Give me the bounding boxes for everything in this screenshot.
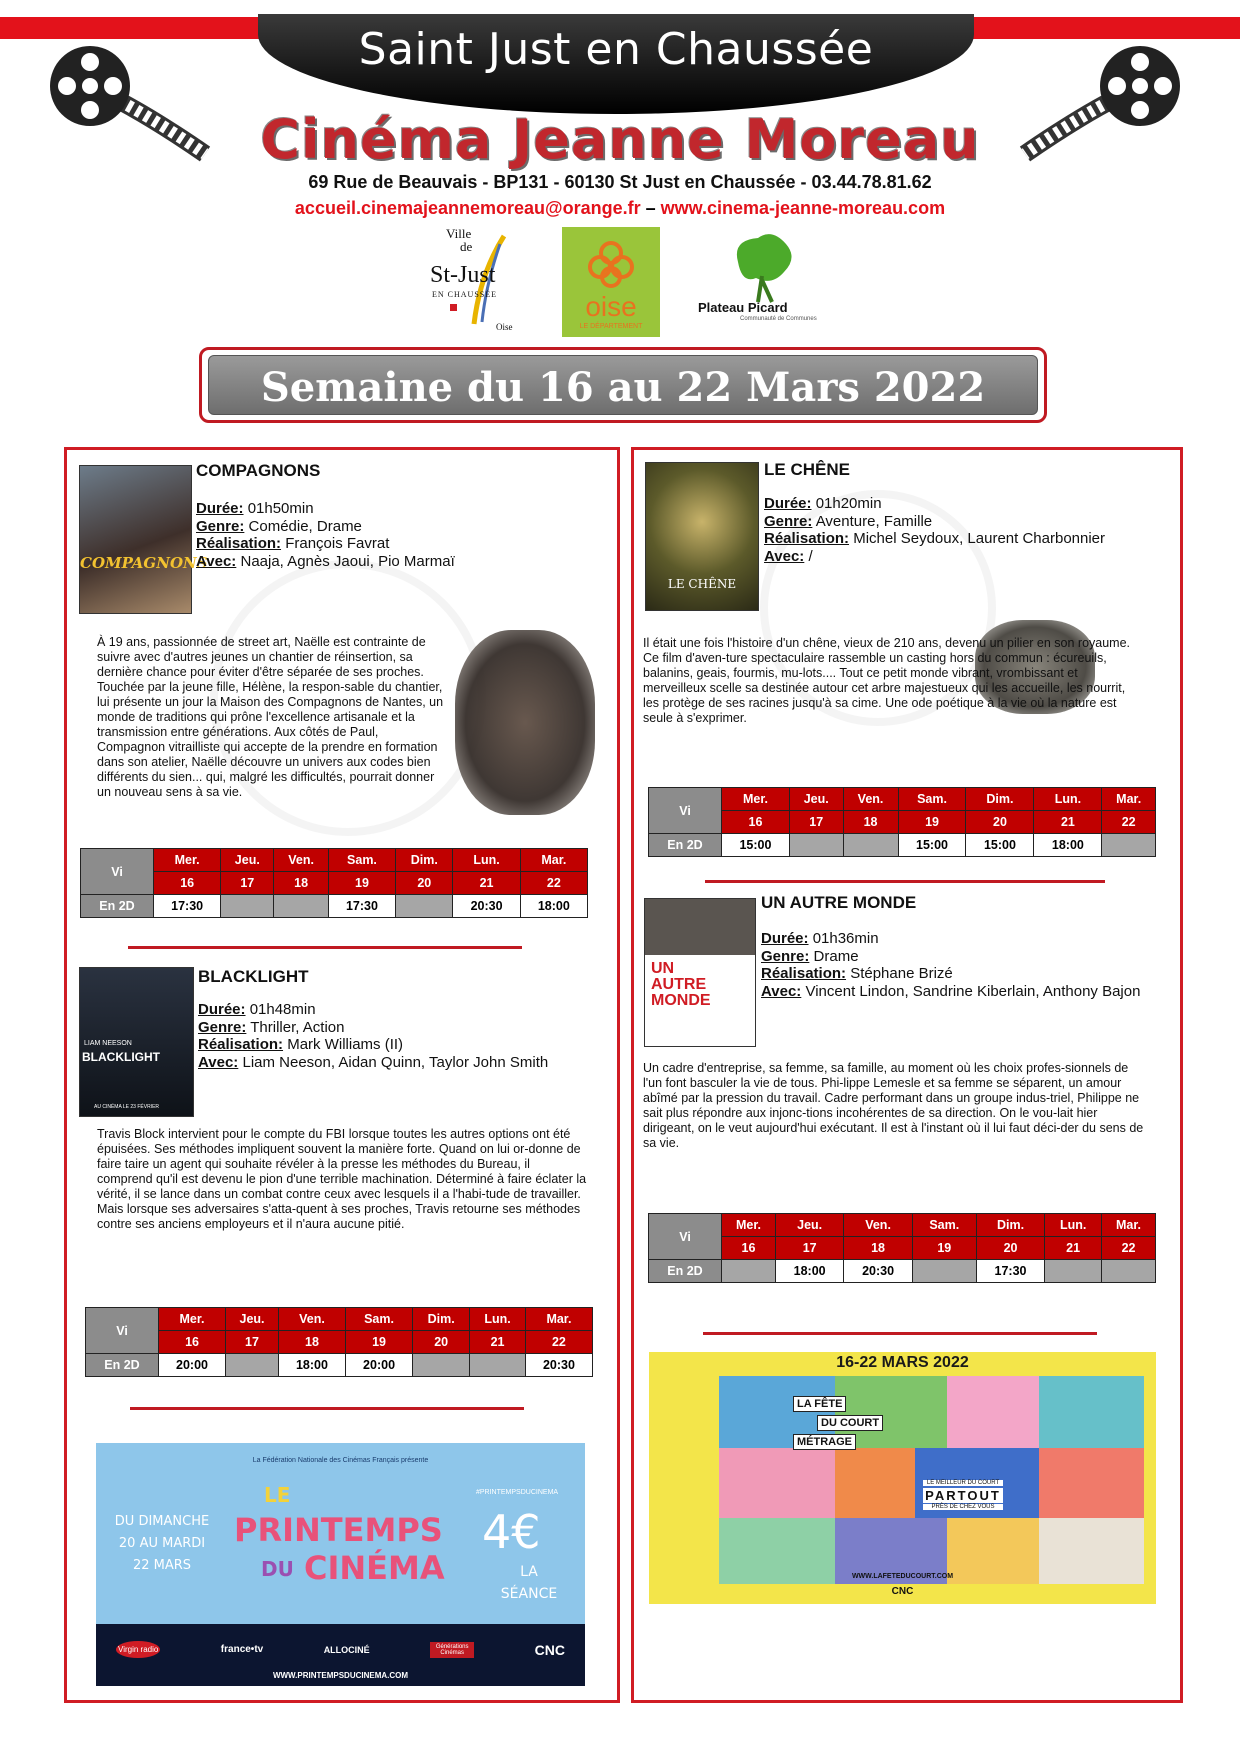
schedule-day-number: 20 <box>413 1331 470 1354</box>
empty-showtime-cell <box>396 895 453 918</box>
schedule-day-number: 17 <box>775 1237 843 1260</box>
fete-tile-5 <box>719 1448 835 1518</box>
schedule-day-name: Mar. <box>1102 788 1156 811</box>
lechene-synopsis: Il était une fois l'histoire d'un chêne, vieux de 210 ans, devenu un pilier en son royaume. Ce film d'aven-ture spectaculaire rassemble un casting hors du commun : écureuils, balanins, geais, fourmis, mu-lots.... Tout ce petit monde vibrant, vrombissant et merveilleux scelle sa destinée autour cet arbre majestueux qui les accueille, les nourrit, les protège de ses racines jusqu'à sa cime. Une ode poétique à la vie où la nature est seule à s'exprimer. <box>643 636 1131 725</box>
cinema-name: Cinéma Jeanne Moreau <box>260 108 980 171</box>
schedule-day-name: Lun. <box>453 849 520 872</box>
schedule-day-name: Ven. <box>844 1214 912 1237</box>
compagnons-genre: Comédie, Drame <box>248 517 362 535</box>
avec-label: Avec: <box>764 547 805 565</box>
empty-showtime-cell <box>1102 1260 1156 1283</box>
showtime-cell[interactable]: 18:00 <box>278 1354 345 1377</box>
lechene-avec: / <box>808 547 813 565</box>
blacklight-duree: 01h48min <box>249 1001 316 1018</box>
real-label: Réalisation: <box>198 1036 284 1053</box>
empty-showtime-cell <box>226 1354 279 1377</box>
schedule-day-number: 19 <box>346 1331 413 1354</box>
schedule-day-number: 20 <box>396 872 453 895</box>
genre-label: Genre: <box>761 947 810 965</box>
blacklight-poster-date: AU CINÉMA LE 23 FÉVRIER <box>94 1104 160 1110</box>
schedule-2d-label: En 2D <box>86 1354 159 1377</box>
lechene-genre-row <box>764 513 1169 531</box>
avec-label: Avec: <box>761 982 802 1000</box>
avec-label: Avec: <box>196 552 237 570</box>
fete-court-banner <box>649 1352 1156 1604</box>
schedule-day-row <box>649 788 1156 811</box>
schedule-day-name: Ven. <box>843 788 898 811</box>
compagnons-title: COMPAGNONS <box>196 461 321 480</box>
schedule-time-row <box>86 1354 593 1377</box>
empty-showtime-cell <box>413 1354 470 1377</box>
schedule-day-name: Ven. <box>278 1308 345 1331</box>
lechene-poster <box>645 462 759 611</box>
duree-label: Durée: <box>196 500 244 517</box>
schedule-day-number: 20 <box>976 1237 1044 1260</box>
schedule-day-name: Dim. <box>966 788 1034 811</box>
blacklight-title: BLACKLIGHT <box>198 967 309 986</box>
genre-label: Genre: <box>764 512 813 530</box>
stjust-logo-name: St-Just <box>430 262 496 288</box>
empty-showtime-cell <box>722 1260 776 1283</box>
printemps-hashtag: #PRINTEMPSDUCINEMA <box>476 1489 559 1496</box>
unautremonde-genre-row <box>761 948 1171 966</box>
schedule-day-number: 22 <box>1102 1237 1156 1260</box>
schedule-day-number: 19 <box>912 1237 976 1260</box>
compagnons-schedule <box>80 848 588 918</box>
empty-showtime-cell <box>274 895 329 918</box>
lechene-genre: Aventure, Famille <box>815 512 933 530</box>
oise-logo-sub: LE DÉPARTEMENT <box>579 323 643 330</box>
fete-tile-4 <box>1039 1376 1144 1448</box>
schedule-day-row <box>86 1308 593 1331</box>
sponsor-allocine: ALLOCINÉ <box>323 1644 370 1655</box>
compagnons-avec-row <box>196 553 606 571</box>
schedule-day-name: Mar. <box>1102 1214 1156 1237</box>
town-title: Saint Just en Chaussée <box>358 24 874 75</box>
lechene-schedule <box>648 787 1156 857</box>
compagnons-duree-row <box>196 500 606 518</box>
unautremonde-duree: 01h36min <box>812 930 879 947</box>
duree-label: Durée: <box>764 495 812 512</box>
schedule-date-row <box>81 872 588 895</box>
showtime-cell[interactable]: 20:30 <box>453 895 520 918</box>
blacklight-info <box>198 1001 608 1071</box>
schedule-day-number: 18 <box>274 872 329 895</box>
printemps-title1: PRINTEMPS <box>234 1511 443 1549</box>
unautremonde-real: Stéphane Brizé <box>850 965 953 982</box>
sponsor-virgin: Virgin radio <box>116 1641 160 1658</box>
plateau-logo-name: Plateau Picard <box>698 300 788 315</box>
schedule-day-number: 17 <box>226 1331 279 1354</box>
compagnons-duree: 01h50min <box>247 500 314 517</box>
blacklight-real: Mark Williams (II) <box>287 1036 404 1053</box>
empty-showtime-cell <box>789 834 843 857</box>
divider-left-2 <box>130 1407 524 1410</box>
schedule-day-number: 22 <box>1102 811 1156 834</box>
divider-right-2 <box>703 1332 1097 1335</box>
schedule-day-name: Lun. <box>1034 788 1102 811</box>
empty-showtime-cell <box>843 834 898 857</box>
schedule-day-number: 21 <box>453 872 520 895</box>
schedule-2d-label: En 2D <box>81 895 154 918</box>
schedule-2d-label: En 2D <box>649 1260 722 1283</box>
showtime-cell[interactable]: 15:00 <box>966 834 1034 857</box>
printemps-url: WWW.PRINTEMPSDUCINEMA.COM <box>272 1671 409 1680</box>
genre-label: Genre: <box>196 517 245 535</box>
schedule-date-row <box>649 811 1156 834</box>
schedule-time-row <box>81 895 588 918</box>
website-link[interactable]: www.cinema-jeanne-moreau.com <box>660 198 946 218</box>
empty-showtime-cell <box>470 1354 526 1377</box>
lechene-real: Michel Seydoux, Laurent Charbonnier <box>853 530 1106 547</box>
fete-cnc: CNC <box>891 1586 914 1597</box>
schedule-day-name: Mer. <box>159 1308 226 1331</box>
blacklight-schedule <box>85 1307 593 1377</box>
compagnons-poster <box>79 465 208 614</box>
fete-dates: 16-22 MARS 2022 <box>836 1354 969 1371</box>
week-title: Semaine du 16 au 22 Mars 2022 <box>260 364 986 411</box>
schedule-day-name: Mar. <box>525 1308 592 1331</box>
fete-tile-3 <box>947 1376 1039 1448</box>
fete-tile-6 <box>835 1448 915 1518</box>
schedule-day-number: 16 <box>154 872 221 895</box>
printemps-price-unit: LA SÉANCE <box>500 1564 558 1602</box>
stjust-logo-dept: Oise <box>496 322 513 332</box>
schedule-time-row <box>649 834 1156 857</box>
showtime-cell[interactable]: 15:00 <box>898 834 966 857</box>
oise-logo <box>562 227 660 337</box>
schedule-day-name: Sam. <box>346 1308 413 1331</box>
week-banner <box>199 347 1047 423</box>
schedule-day-number: 18 <box>843 811 898 834</box>
lechene-real-row <box>764 530 1169 548</box>
sponsor-francetv: france•tv <box>220 1644 264 1655</box>
schedule-day-number: 18 <box>844 1237 912 1260</box>
schedule-date-row <box>86 1331 593 1354</box>
schedule-day-number: 16 <box>722 811 790 834</box>
unautremonde-avec: Vincent Lindon, Sandrine Kiberlain, Anthony Bajon <box>805 982 1141 1000</box>
schedule-day-name: Sam. <box>912 1214 976 1237</box>
schedule-date-row <box>649 1237 1156 1260</box>
empty-showtime-cell <box>1045 1260 1102 1283</box>
divider-right-1 <box>705 880 1105 883</box>
lechene-duree-row <box>764 495 1169 513</box>
blacklight-poster-title: BLACKLIGHT <box>82 1050 160 1064</box>
compagnons-genre-row <box>196 518 606 536</box>
printemps-banner <box>96 1443 585 1686</box>
schedule-day-name: Sam. <box>898 788 966 811</box>
schedule-vi-label: Vi <box>81 849 154 895</box>
schedule-day-name: Sam. <box>328 849 395 872</box>
empty-showtime-cell <box>1102 834 1156 857</box>
unautremonde-poster <box>644 898 756 1047</box>
unautremonde-title: UN AUTRE MONDE <box>761 893 917 912</box>
schedule-day-number: 17 <box>789 811 843 834</box>
schedule-day-row <box>649 1214 1156 1237</box>
empty-showtime-cell <box>912 1260 976 1283</box>
empty-showtime-cell <box>221 895 274 918</box>
blacklight-avec: Liam Neeson, Aidan Quinn, Taylor John Smith <box>242 1053 549 1071</box>
real-label: Réalisation: <box>196 535 282 552</box>
schedule-day-row <box>81 849 588 872</box>
printemps-price: 4€ <box>482 1505 541 1559</box>
blacklight-duree-row <box>198 1001 608 1019</box>
schedule-day-name: Mar. <box>520 849 587 872</box>
schedule-vi-label: Vi <box>649 1214 722 1260</box>
sponsor-cnc: CNC <box>534 1641 565 1658</box>
tree-icon <box>728 232 798 304</box>
schedule-time-row <box>649 1260 1156 1283</box>
schedule-day-number: 16 <box>722 1237 776 1260</box>
sponsor-generations: Générations Cinémas <box>430 1642 474 1658</box>
showtime-cell[interactable]: 17:30 <box>154 895 221 918</box>
schedule-day-number: 20 <box>966 811 1034 834</box>
compagnons-real-row <box>196 535 606 553</box>
schedule-day-number: 22 <box>525 1331 592 1354</box>
plateau-logo-sub: Communauté de Communes <box>740 316 817 322</box>
showtime-cell[interactable]: 15:00 <box>722 834 790 857</box>
schedule-day-number: 21 <box>470 1331 526 1354</box>
duree-label: Durée: <box>198 1001 246 1018</box>
compagnons-still <box>455 630 595 815</box>
schedule-day-number: 17 <box>221 872 274 895</box>
printemps-title2: CINÉMA <box>304 1549 445 1587</box>
schedule-day-name: Mer. <box>722 788 790 811</box>
blacklight-avec-row <box>198 1054 608 1072</box>
schedule-day-name: Jeu. <box>789 788 843 811</box>
compagnons-poster-title: COMPAGNONS <box>80 554 208 572</box>
showtime-cell[interactable]: 17:30 <box>976 1260 1044 1283</box>
showtime-cell[interactable]: 20:30 <box>844 1260 912 1283</box>
divider-left-1 <box>128 946 522 949</box>
schedule-day-name: Ven. <box>274 849 329 872</box>
schedule-day-number: 18 <box>278 1331 345 1354</box>
unautremonde-poster-title: UN AUTRE MONDE <box>651 960 711 1009</box>
showtime-cell[interactable]: 18:00 <box>775 1260 843 1283</box>
schedule-day-number: 22 <box>520 872 587 895</box>
printemps-presenter: La Fédération Nationale des Cinémas Français présente <box>252 1457 429 1464</box>
fete-tag2: PARTOUT <box>923 1488 1003 1503</box>
schedule-day-name: Jeu. <box>226 1308 279 1331</box>
printemps-du: DU <box>261 1557 294 1581</box>
contact-separator: – <box>645 198 656 218</box>
showtime-cell[interactable]: 20:30 <box>525 1354 592 1377</box>
stjust-logo-line1: Ville <box>446 226 472 241</box>
unautremonde-schedule <box>648 1213 1156 1283</box>
printemps-dates: DU DIMANCHE 20 AU MARDI 22 MARS <box>114 1514 210 1573</box>
lechene-title: LE CHÊNE <box>764 460 850 479</box>
schedule-day-name: Mer. <box>722 1214 776 1237</box>
week-banner-inner <box>208 355 1038 415</box>
fete-tile-8 <box>1039 1448 1144 1518</box>
blacklight-poster <box>79 967 194 1117</box>
schedule-day-name: Jeu. <box>221 849 274 872</box>
schedule-day-number: 21 <box>1034 811 1102 834</box>
schedule-day-number: 21 <box>1045 1237 1102 1260</box>
genre-label: Genre: <box>198 1018 247 1036</box>
lechene-poster-title: LE CHÊNE <box>667 577 737 591</box>
unautremonde-synopsis: Un cadre d'entreprise, sa femme, sa famille, au moment où les choix profes-sionnels de l'un font basculer la vie de tous. Phi-lippe Lemesle et sa femme se séparent, un amour abîmé par la pression du travail. Cadre performant dans un groupe indus-triel, Philippe ne sait plus répondre aux injonc-tions incohérentes de sa direction. On le vou-lait hier dirigeant, on le veut aujourd'hui exécutant. Il est à l'instant où il lui faut déci-der du sens de sa vie. <box>643 1061 1144 1150</box>
unautremonde-real-row <box>761 965 1171 983</box>
compagnons-real: François Favrat <box>285 535 390 552</box>
schedule-day-name: Lun. <box>1045 1214 1102 1237</box>
blacklight-real-row <box>198 1036 608 1054</box>
showtime-cell[interactable]: 20:00 <box>346 1354 413 1377</box>
compagnons-avec: Naaja, Agnès Jaoui, Pio Marmaï <box>240 552 455 570</box>
compagnons-synopsis: À 19 ans, passionnée de street art, Naëlle est contrainte de suivre avec d'autres jeunes un chantier de réinsertion, sa dernière chance pour éviter d'être séparée de ses proches. Touchée par la jeune fille, Hélène, la respon-sable du chantier, lui présente un jour la Maison des Compagnons de Nantes, un monde de traditions qui prône l'excellence artisanale et la transmission entre générations. Aux côtés de Paul, Compagnon vitrailliste qui accepte de la prendre en formation dans son atelier, Naëlle découvre un univers aux codes bien différents du sien... qui, malgré les difficultés, pourrait donner un nouveau sens à sa vie. <box>97 635 444 799</box>
schedule-2d-label: En 2D <box>649 834 722 857</box>
email-link[interactable]: accueil.cinemajeannemoreau@orange.fr <box>294 198 641 218</box>
oise-logo-name: oise <box>585 291 637 322</box>
lechene-duree: 01h20min <box>815 495 882 512</box>
fete-line3: MÉTRAGE <box>793 1434 856 1450</box>
fete-line1: LA FÊTE <box>793 1396 846 1412</box>
stjust-logo <box>430 226 530 336</box>
compagnons-info <box>196 500 606 570</box>
blacklight-genre: Thriller, Action <box>250 1018 345 1036</box>
fete-tag1: LE MEILLEUR DU COURT <box>923 1480 1003 1486</box>
schedule-day-name: Dim. <box>976 1214 1044 1237</box>
real-label: Réalisation: <box>761 965 847 982</box>
unautremonde-duree-row <box>761 930 1171 948</box>
fete-line2: DU COURT <box>817 1415 883 1431</box>
blacklight-synopsis: Travis Block intervient pour le compte du FBI lorsque toutes les autres options ont été épuisées. Ses méthodes impliquent souvent la manière forte. Quand on lui or-donne de faire taire un agent qui souhaite révéler à la presse les méthodes du Bureau, il comprend qu'il est devenu le pion d'une terrible machination. Déterminé à faire éclater la vérité, il se lance dans un combat contre ceux avec lesquels il a l'habi-tude de travailler. Mais lorsque ses adversaires s'atta-quent à ses proches, Travis retourne ses méthodes contre ses anciens employeurs et il n'aura aucune pitié. <box>97 1127 587 1231</box>
showtime-cell[interactable]: 17:30 <box>328 895 395 918</box>
fete-url: WWW.LAFETEDUCOURT.COM <box>851 1573 954 1580</box>
lechene-info <box>764 495 1169 565</box>
unautremonde-info <box>761 930 1171 1000</box>
stjust-logo-line2: de <box>460 239 473 254</box>
schedule-vi-label: Vi <box>86 1308 159 1354</box>
schedule-day-number: 19 <box>328 872 395 895</box>
unautremonde-avec-row <box>761 983 1171 1001</box>
schedule-day-name: Mer. <box>154 849 221 872</box>
printemps-le: LE <box>264 1483 291 1507</box>
blacklight-genre-row <box>198 1019 608 1037</box>
lechene-avec-row <box>764 548 1169 566</box>
address: 69 Rue de Beauvais - BP131 - 60130 St Just en Chaussée - 03.44.78.81.62 <box>308 172 932 192</box>
schedule-day-name: Dim. <box>396 849 453 872</box>
unautremonde-genre: Drame <box>813 947 859 965</box>
schedule-day-name: Jeu. <box>775 1214 843 1237</box>
schedule-day-number: 16 <box>159 1331 226 1354</box>
printemps-sponsors <box>116 1641 565 1658</box>
schedule-day-name: Dim. <box>413 1308 470 1331</box>
real-label: Réalisation: <box>764 530 850 547</box>
duree-label: Durée: <box>761 930 809 947</box>
showtime-cell[interactable]: 18:00 <box>520 895 587 918</box>
schedule-day-name: Lun. <box>470 1308 526 1331</box>
stjust-logo-square <box>450 304 457 311</box>
plateau-picard-logo <box>690 232 830 328</box>
showtime-cell[interactable]: 20:00 <box>159 1354 226 1377</box>
fete-tag3: PRÈS DE CHEZ VOUS <box>923 1504 1003 1510</box>
showtime-cell[interactable]: 18:00 <box>1034 834 1102 857</box>
stjust-logo-sub: EN CHAUSSÉE <box>432 290 498 299</box>
blacklight-poster-actor: LIAM NEESON <box>84 1040 132 1047</box>
schedule-vi-label: Vi <box>649 788 722 834</box>
avec-label: Avec: <box>198 1053 239 1071</box>
oise-flower-icon <box>586 239 636 289</box>
contact-line <box>0 198 1240 219</box>
schedule-day-number: 19 <box>898 811 966 834</box>
